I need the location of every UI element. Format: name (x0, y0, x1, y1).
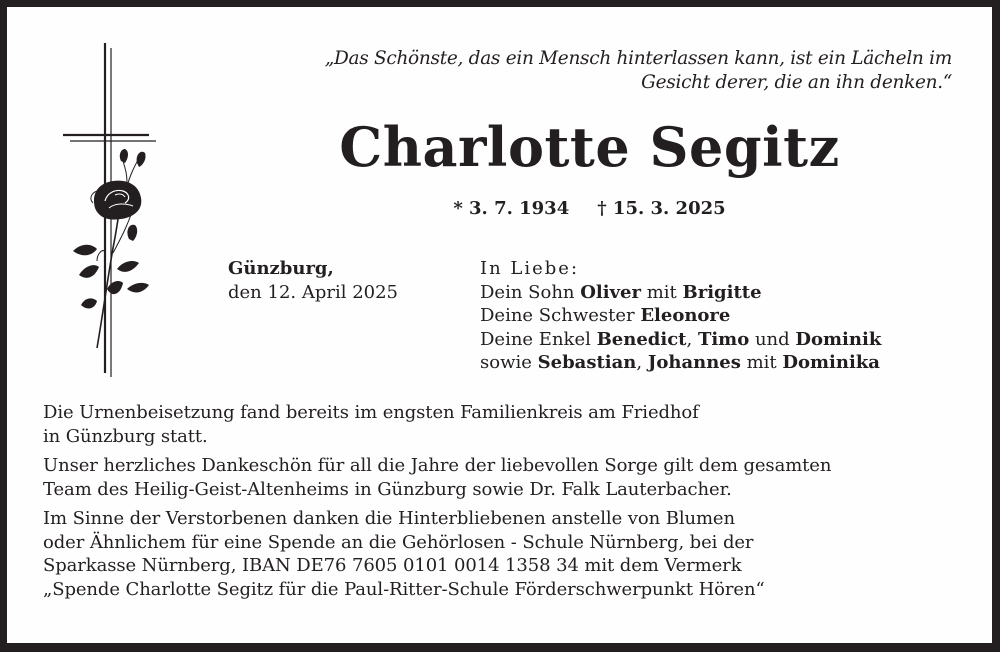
notice-date: den 12. April 2025 (228, 281, 399, 303)
mourner-name: Sebastian (537, 352, 637, 373)
obituary-card (7, 7, 992, 643)
mourner-name: Brigitte (682, 281, 762, 303)
mourner-name: Benedict (596, 328, 687, 350)
iban-line: Sparkasse Nürnberg, IBAN DE76 7605 0101 0014 1358 34 mit dem Vermerk (43, 555, 742, 576)
connector-text: mit (640, 281, 683, 303)
birth-date: * 3. 7. 1934 (453, 198, 570, 219)
mourner-name: Oliver (580, 281, 641, 303)
thanks-paragraph (43, 454, 831, 501)
mourner-line (480, 281, 881, 305)
mourner-line (480, 328, 881, 352)
connector-text: mit (740, 352, 783, 373)
text-line: Team des Heilig-Geist-Altenheims in Günzburg sowie Dr. Falk Lauterbacher. (43, 478, 732, 500)
place-city: Günzburg, (228, 258, 334, 279)
notice-body (43, 401, 831, 607)
mourner-name: Timo (697, 328, 750, 350)
quote-line: „Das Schönste, das ein Mensch hinterlassen kann, ist ein Lächeln im (324, 48, 952, 69)
mourner-name: Dominik (795, 328, 882, 350)
mourner-line (480, 351, 881, 375)
relation-text: Dein Sohn (480, 281, 581, 303)
text-line: Im Sinne der Verstorbenen danken die Hinterbliebenen anstelle von Blumen (43, 508, 735, 529)
text-line: oder Ähnlichem für eine Spende an die Gehörlosen - Schule Nürnberg, bei der (43, 531, 754, 553)
burial-paragraph (43, 401, 831, 448)
connector-text: und (749, 328, 796, 350)
connector-text: , (636, 352, 648, 373)
memorial-quote (325, 47, 952, 95)
donation-paragraph (43, 507, 831, 601)
mourner-name: Dominika (782, 352, 880, 373)
mourners-list (480, 257, 881, 375)
mourners-intro: In Liebe: (480, 258, 580, 279)
text-line: in Günzburg statt. (43, 425, 208, 447)
death-date: † 15. 3. 2025 (597, 198, 726, 219)
text-line: Die Urnenbeisetzung fand bereits im engsten Familienkreis am Friedhof (43, 402, 699, 423)
connector-text: , (686, 328, 698, 350)
text-line: „Spende Charlotte Segitz für die Paul-Ritter-Schule Förderschwerpunkt Hören“ (43, 578, 765, 600)
place-and-date (228, 257, 398, 304)
quote-line: Gesicht derer, die an ihn denken.“ (641, 72, 952, 93)
relation-text: Deine Enkel (480, 328, 597, 350)
life-dates (7, 197, 992, 221)
mourner-name: Johannes (647, 352, 741, 373)
mourner-name: Eleonore (640, 305, 731, 326)
relation-text: Deine Schwester (480, 305, 641, 326)
relation-text: sowie (480, 352, 538, 373)
text-line: Unser herzliches Dankeschön für all die Jahre der liebevollen Sorge gilt dem gesamten (43, 455, 832, 476)
deceased-name: Charlotte Segitz (339, 115, 840, 179)
mourner-line (480, 304, 881, 328)
